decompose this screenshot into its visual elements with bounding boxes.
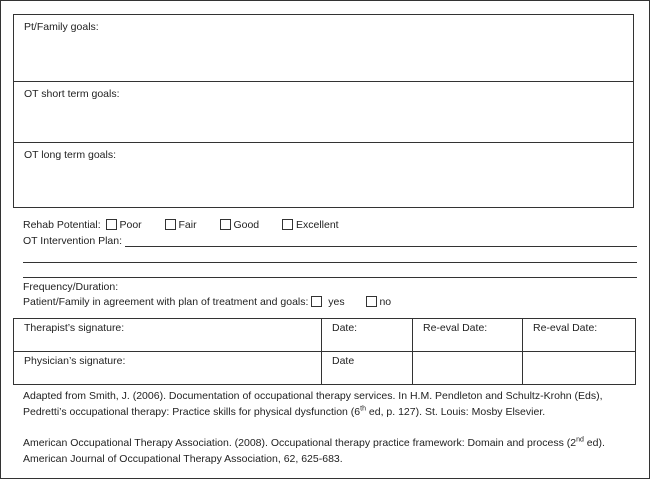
reference-2-text-b: ed). — [583, 437, 605, 449]
intervention-plan-label: OT Intervention Plan: — [23, 235, 123, 247]
rehab-good-checkbox[interactable] — [220, 219, 231, 230]
ot-short-term-goals-label: OT short term goals: — [24, 88, 120, 100]
agreement-yes-label: yes — [328, 296, 345, 308]
reference-1-text-b: ed, p. 127). St. Louis: Mosby Elsevier. — [365, 406, 546, 418]
therapist-signature-label: Therapist’s signature: — [24, 322, 125, 334]
agreement-yes-checkbox[interactable] — [311, 296, 322, 307]
signature-table — [13, 318, 636, 385]
therapist-signature-cell[interactable] — [14, 319, 322, 352]
reference-1-text-a: Pedretti’s occupational therapy: Practice skills for physical dysfunction (6 — [23, 406, 361, 418]
reference-1 — [23, 388, 603, 420]
ot-long-term-goals-label: OT long term goals: — [24, 149, 117, 161]
ot-short-term-goals-box[interactable] — [13, 81, 634, 143]
agreement-no-label: no — [379, 296, 392, 308]
intervention-plan-line-2[interactable] — [23, 262, 637, 263]
rehab-potential-row — [23, 219, 339, 231]
rehab-good-label: Good — [233, 219, 260, 231]
reeval-date-cell-1[interactable] — [413, 319, 523, 352]
rehab-poor-checkbox[interactable] — [106, 219, 117, 230]
rehab-poor-label: Poor — [119, 219, 142, 231]
pt-family-goals-box[interactable] — [13, 14, 634, 82]
reference-1-line-1: Adapted from Smith, J. (2006). Documentation of occupational therapy services. In H.M. Pendleton and Schultz-Krohn (Eds), — [23, 390, 603, 402]
reeval-date-label-2: Re-eval Date: — [533, 322, 598, 334]
ot-long-term-goals-box[interactable] — [13, 142, 634, 208]
table-row — [14, 319, 636, 352]
reference-1-superscript: th — [360, 405, 366, 413]
agreement-no-checkbox[interactable] — [366, 296, 377, 307]
physician-date-label: Date — [332, 355, 355, 367]
rehab-fair-label: Fair — [178, 219, 197, 231]
reference-2-superscript: nd — [576, 436, 584, 444]
reference-2-text-a: American Occupational Therapy Association. (2008). Occupational therapy practice framework: Domain and process (2 — [23, 437, 577, 449]
rehab-excellent-checkbox[interactable] — [282, 219, 293, 230]
physician-reeval-cell-2[interactable] — [523, 352, 636, 385]
reference-2-line-1 — [23, 435, 605, 451]
intervention-plan-line-3[interactable] — [23, 277, 637, 278]
physician-reeval-cell-1[interactable] — [413, 352, 523, 385]
table-row — [14, 352, 636, 385]
agreement-row — [23, 296, 391, 308]
agreement-label: Patient/Family in agreement with plan of treatment and goals: — [23, 296, 309, 308]
reference-2 — [23, 435, 605, 467]
reeval-date-label-1: Re-eval Date: — [423, 322, 488, 334]
rehab-excellent-label: Excellent — [295, 219, 339, 231]
pt-family-goals-label: Pt/Family goals: — [24, 21, 99, 33]
reeval-date-cell-2[interactable] — [523, 319, 636, 352]
physician-date-cell[interactable] — [322, 352, 413, 385]
rehab-potential-label: Rehab Potential: — [23, 219, 101, 231]
therapist-date-cell[interactable] — [322, 319, 413, 352]
rehab-fair-checkbox[interactable] — [165, 219, 176, 230]
reference-1-line-2 — [23, 404, 603, 420]
therapist-date-label: Date: — [332, 322, 358, 334]
reference-2-line-2: American Journal of Occupational Therapy Association, 62, 625-683. — [23, 453, 343, 465]
intervention-plan-line-1[interactable] — [125, 246, 637, 247]
frequency-duration-label: Frequency/Duration: — [23, 281, 119, 293]
physician-signature-label: Physician’s signature: — [24, 355, 126, 367]
physician-signature-cell[interactable] — [14, 352, 322, 385]
